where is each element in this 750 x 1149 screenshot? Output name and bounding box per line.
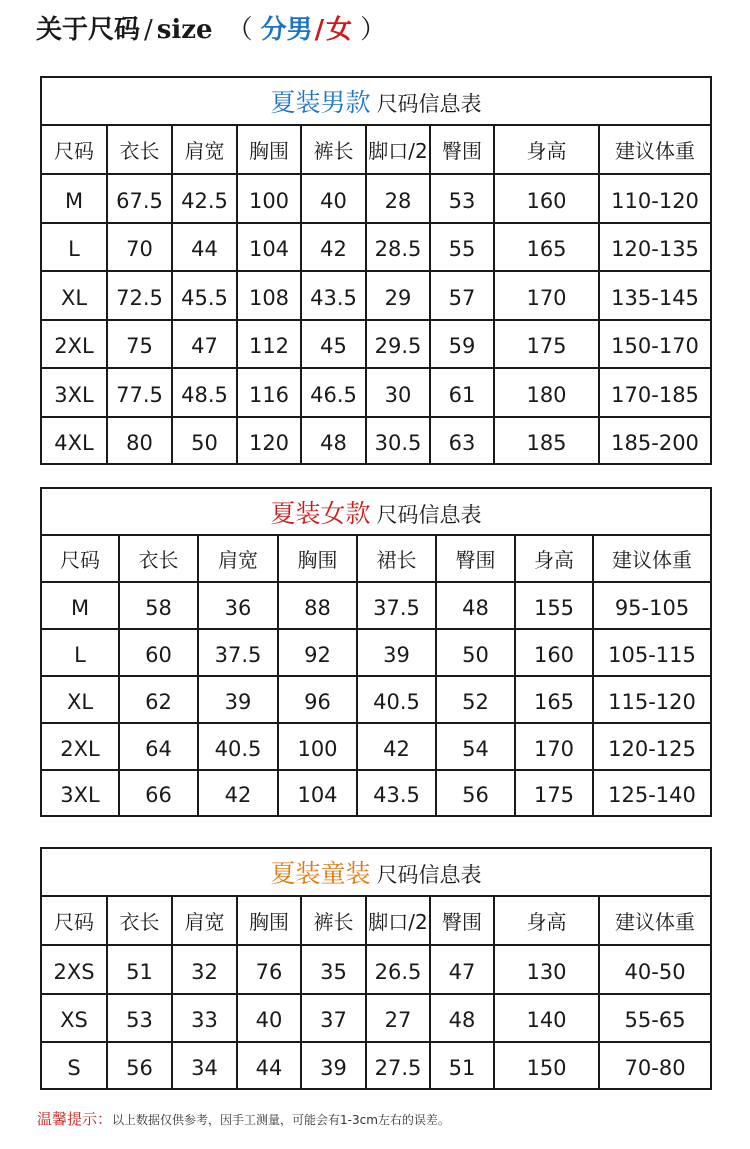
table-cell: 37 [301,994,366,1042]
table-cell: 48 [301,417,366,464]
kids-title-main: 夏装童装 [270,859,371,888]
column-header: 臀围 [430,125,494,174]
table-cell: 92 [278,629,357,676]
table-cell: 43.5 [357,770,436,816]
table-cell: 150-170 [599,320,711,368]
table-cell: 110-120 [599,174,711,223]
table-cell: 135-145 [599,271,711,320]
column-header: 肩宽 [172,125,237,174]
table-cell: 53 [107,994,172,1042]
table-cell: 64 [119,723,198,770]
size-label-cell: 4XL [41,417,107,464]
table-row [41,1042,711,1089]
table-cell: 40 [237,994,301,1042]
header-paren-close: ） [360,15,387,45]
column-header: 尺码 [41,125,107,174]
size-label-cell: 3XL [41,368,107,417]
table-cell: 120-125 [593,723,711,770]
table-cell: 48 [430,994,494,1042]
table-cell: 40-50 [599,945,711,994]
women-title-main: 夏装女款 [270,498,371,528]
column-header: 臀围 [430,896,494,945]
table-cell: 42 [357,723,436,770]
table-cell: 36 [198,582,278,629]
column-header: 胸围 [278,535,357,582]
column-header: 裤长 [301,896,366,945]
table-cell: 51 [430,1042,494,1089]
size-label-cell: XL [41,271,107,320]
table-cell: 175 [515,770,593,816]
header-female: 女 [326,15,353,45]
table-cell: 39 [357,629,436,676]
table-cell: 72.5 [107,271,172,320]
page-header [36,10,394,50]
table-cell: 76 [237,945,301,994]
table-cell: 175 [494,320,599,368]
table-row [41,676,711,723]
table-row [41,223,711,271]
kids-size-table [40,847,712,1090]
table-cell: 52 [436,676,515,723]
table-cell: 56 [107,1042,172,1089]
table-cell: 37.5 [357,582,436,629]
column-header: 胸围 [237,125,301,174]
size-label-cell: XL [41,676,119,723]
table-cell: 28.5 [366,223,430,271]
women-table-title [41,488,711,535]
table-cell: 116 [237,368,301,417]
women-size-table [40,487,712,817]
size-label-cell: L [41,629,119,676]
table-row [41,174,711,223]
table-cell: 100 [237,174,301,223]
table-cell: 105-115 [593,629,711,676]
table-cell: 112 [237,320,301,368]
table-cell: 185 [494,417,599,464]
table-cell: 108 [237,271,301,320]
table-cell: 27.5 [366,1042,430,1089]
table-cell: 50 [436,629,515,676]
column-header: 肩宽 [172,896,237,945]
table-row [41,582,711,629]
table-cell: 180 [494,368,599,417]
size-label-cell: 2XS [41,945,107,994]
men-title-main: 夏装男款 [270,88,371,117]
table-cell: 59 [430,320,494,368]
table-cell: 54 [436,723,515,770]
column-header: 身高 [494,125,599,174]
table-cell: 95-105 [593,582,711,629]
table-cell: 155 [515,582,593,629]
table-row [41,994,711,1042]
table-cell: 140 [494,994,599,1042]
table-cell: 45 [301,320,366,368]
table-cell: 170 [494,271,599,320]
table-cell: 50 [172,417,237,464]
table-cell: 34 [172,1042,237,1089]
table-cell: 125-140 [593,770,711,816]
table-row [41,417,711,464]
table-cell: 56 [436,770,515,816]
table-cell: 32 [172,945,237,994]
table-cell: 46.5 [301,368,366,417]
table-cell: 100 [278,723,357,770]
size-label-cell: XS [41,994,107,1042]
size-label-cell: 3XL [41,770,119,816]
size-label-cell: 2XL [41,320,107,368]
table-cell: 42.5 [172,174,237,223]
table-cell: 40 [301,174,366,223]
table-cell: 27 [366,994,430,1042]
table-cell: 63 [430,417,494,464]
footnote-text: 以上数据仅供参考，因手工测量，可能会有1-3cm左右的误差。 [112,1113,450,1127]
header-male: 分男 [260,15,313,45]
table-cell: 40.5 [357,676,436,723]
table-cell: 35 [301,945,366,994]
kids-title-sub: 尺码信息表 [376,863,482,887]
table-cell: 77.5 [107,368,172,417]
column-header: 肩宽 [198,535,278,582]
table-cell: 150 [494,1042,599,1089]
table-cell: 55 [430,223,494,271]
size-label-cell: M [41,174,107,223]
table-cell: 48.5 [172,368,237,417]
header-slash: / [144,15,153,45]
table-cell: 42 [198,770,278,816]
table-cell: 61 [430,368,494,417]
table-cell: 26.5 [366,945,430,994]
table-cell: 37.5 [198,629,278,676]
header-prefix: 关于尺码 [36,15,141,45]
men-size-table [40,76,712,465]
table-row [41,629,711,676]
table-cell: 80 [107,417,172,464]
column-header: 身高 [515,535,593,582]
column-header: 尺码 [41,896,107,945]
table-cell: 165 [494,223,599,271]
column-header: 裤长 [301,125,366,174]
women-title-sub: 尺码信息表 [376,502,482,527]
table-cell: 30 [366,368,430,417]
header-size: size [156,15,213,45]
table-cell: 30.5 [366,417,430,464]
table-cell: 45.5 [172,271,237,320]
table-cell: 67.5 [107,174,172,223]
header-paren-open: （ [226,15,253,45]
table-cell: 96 [278,676,357,723]
table-row [41,368,711,417]
column-header: 建议体重 [599,125,711,174]
table-cell: 60 [119,629,198,676]
table-cell: 104 [278,770,357,816]
table-cell: 160 [494,174,599,223]
table-cell: 28 [366,174,430,223]
table-cell: 70 [107,223,172,271]
column-header: 脚口/2 [366,896,430,945]
table-cell: 170-185 [599,368,711,417]
column-header: 身高 [494,896,599,945]
table-cell: 40.5 [198,723,278,770]
table-cell: 165 [515,676,593,723]
table-cell: 53 [430,174,494,223]
table-cell: 120-135 [599,223,711,271]
column-header: 衣长 [107,896,172,945]
footnote [37,1108,450,1131]
size-label-cell: 2XL [41,723,119,770]
column-header: 脚口/2 [366,125,430,174]
size-label-cell: M [41,582,119,629]
table-cell: 160 [515,629,593,676]
column-header: 衣长 [119,535,198,582]
column-header: 尺码 [41,535,119,582]
column-header: 裙长 [357,535,436,582]
column-header: 臀围 [436,535,515,582]
men-title-sub: 尺码信息表 [376,92,482,116]
size-label-cell: L [41,223,107,271]
table-cell: 88 [278,582,357,629]
table-cell: 70-80 [599,1042,711,1089]
table-row [41,770,711,816]
table-cell: 104 [237,223,301,271]
table-row [41,320,711,368]
table-cell: 44 [237,1042,301,1089]
table-cell: 115-120 [593,676,711,723]
table-row [41,723,711,770]
table-cell: 47 [172,320,237,368]
footnote-label: 温馨提示： [37,1110,113,1128]
table-row [41,945,711,994]
table-cell: 39 [198,676,278,723]
table-cell: 170 [515,723,593,770]
header-sep: / [314,15,325,45]
table-cell: 43.5 [301,271,366,320]
table-cell: 120 [237,417,301,464]
column-header: 衣长 [107,125,172,174]
table-cell: 55-65 [599,994,711,1042]
table-cell: 58 [119,582,198,629]
table-cell: 33 [172,994,237,1042]
table-cell: 51 [107,945,172,994]
table-cell: 29.5 [366,320,430,368]
size-label-cell: S [41,1042,107,1089]
table-cell: 42 [301,223,366,271]
column-header: 建议体重 [599,896,711,945]
table-cell: 130 [494,945,599,994]
table-cell: 44 [172,223,237,271]
table-cell: 75 [107,320,172,368]
column-header: 胸围 [237,896,301,945]
column-header: 建议体重 [593,535,711,582]
table-cell: 39 [301,1042,366,1089]
kids-table-title [41,848,711,896]
men-table-title [41,77,711,125]
table-cell: 48 [436,582,515,629]
table-cell: 29 [366,271,430,320]
table-cell: 62 [119,676,198,723]
table-cell: 66 [119,770,198,816]
table-cell: 57 [430,271,494,320]
table-cell: 185-200 [599,417,711,464]
table-cell: 47 [430,945,494,994]
table-row [41,271,711,320]
